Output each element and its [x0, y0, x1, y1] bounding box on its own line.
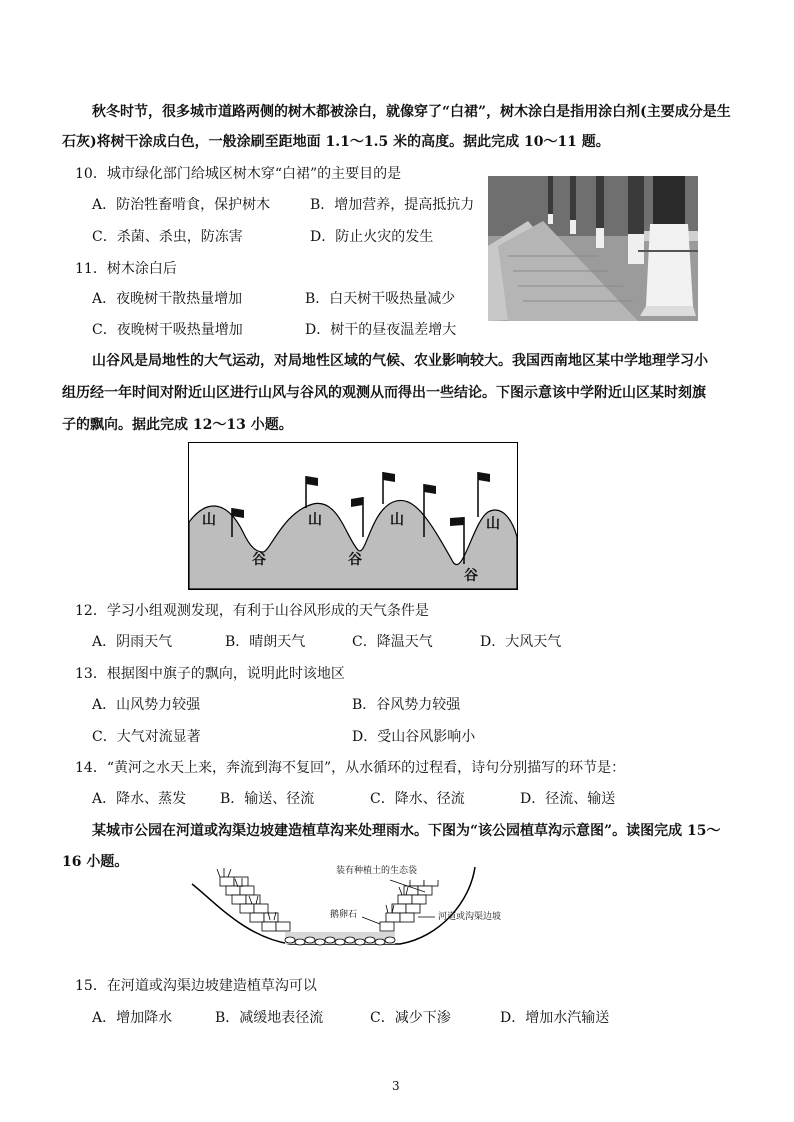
q14-option-c[interactable]: C．降水、径流	[370, 791, 465, 807]
intro1-line2: 石灰)将树干涂成白色，一般涂刷至距地面 1.1～1.5 米的高度。据此完成 10～11 题。	[62, 134, 610, 150]
page-number: 3	[392, 1079, 400, 1093]
label-mountain-1: 山	[202, 512, 216, 528]
q13-option-d[interactable]: D．受山谷风影响小	[352, 729, 476, 745]
q11-option-d[interactable]: D．树干的昼夜温差增大	[305, 322, 457, 338]
q10-option-c[interactable]: C．杀菌、杀虫，防冻害	[92, 229, 243, 245]
label-valley-2: 谷	[348, 552, 362, 568]
intro1-line1: 秋冬时节，很多城市道路两侧的树木都被涂白，就像穿了“白裙”，树木涂白是指用涂白剂(主要成分是生	[92, 104, 731, 120]
q15-option-c[interactable]: C．减少下渗	[370, 1010, 451, 1026]
q14-stem: 14．“黄河之水天上来，奔流到海不复回”，从水循环的过程看，诗句分别描写的环节是：	[75, 760, 626, 776]
label-mountain-3: 山	[390, 512, 404, 528]
q15-stem: 15．在河道或沟渠边坡建造植草沟可以	[75, 978, 317, 994]
q15-option-b[interactable]: B．减缓地表径流	[215, 1010, 324, 1026]
q14-option-a[interactable]: A．降水、蒸发	[92, 791, 187, 807]
label-ditch-slope: 河道或沟渠边坡	[438, 912, 502, 922]
q10-option-a[interactable]: A．防治牲畜啃食，保护树木	[92, 197, 271, 213]
label-valley-3: 谷	[464, 568, 478, 584]
q14-option-b[interactable]: B．输送、径流	[220, 791, 315, 807]
whitewashed-tree-photo	[488, 176, 698, 321]
label-eco-bag: 装有种植土的生态袋	[336, 866, 418, 876]
q15-option-d[interactable]: D．增加水汽输送	[500, 1010, 610, 1026]
q11-option-a[interactable]: A．夜晚树干散热量增加	[92, 291, 243, 307]
q12-option-a[interactable]: A．阴雨天气	[92, 634, 173, 650]
intro3-line1: 某城市公园在河道或沟渠边坡建造植草沟来处理雨水。下图为“该公园植草沟示意图”。读图完成 15～	[92, 823, 721, 839]
q12-option-b[interactable]: B．晴朗天气	[225, 634, 306, 650]
q11-stem: 11．树木涂白后	[75, 261, 177, 277]
q11-option-c[interactable]: C．夜晚树干吸热量增加	[92, 322, 243, 338]
q13-option-a[interactable]: A．山风势力较强	[92, 697, 201, 713]
intro2-line1: 山谷风是局地性的大气运动，对局地性区域的气候、农业影响较大。我国西南地区某中学地理学习小	[92, 353, 708, 369]
label-mountain-2: 山	[308, 512, 322, 528]
q15-option-a[interactable]: A．增加降水	[92, 1010, 173, 1026]
q11-option-b[interactable]: B．白天树干吸热量减少	[305, 291, 456, 307]
q13-option-b[interactable]: B．谷风势力较强	[352, 697, 461, 713]
q12-stem: 12．学习小组观测发现，有利于山谷风形成的天气条件是	[75, 603, 429, 619]
label-pebble: 鹅卵石	[330, 910, 358, 920]
q13-stem: 13．根据图中旗子的飘向，说明此时该地区	[75, 666, 345, 682]
q10-stem: 10．城市绿化部门给城区树木穿“白裙”的主要目的是	[75, 166, 402, 182]
mountain-valley-figure	[188, 442, 518, 590]
q10-option-d[interactable]: D．防止火灾的发生	[310, 229, 434, 245]
intro2-line2: 组历经一年时间对附近山区进行山风与谷风的观测从而得出一些结论。下图示意该中学附近山区某时刻旗	[62, 385, 706, 401]
grass-ditch-figure	[190, 862, 525, 954]
q12-option-d[interactable]: D．大风天气	[480, 634, 562, 650]
q12-option-c[interactable]: C．降温天气	[352, 634, 433, 650]
label-mountain-4: 山	[486, 516, 500, 532]
label-valley-1: 谷	[252, 552, 266, 568]
q14-option-d[interactable]: D．径流、输送	[520, 791, 616, 807]
intro2-line3: 子的飘向。据此完成 12～13 小题。	[62, 417, 293, 433]
q10-option-b[interactable]: B．增加营养，提高抵抗力	[310, 197, 475, 213]
intro3-line2: 16 小题。	[62, 854, 129, 870]
q13-option-c[interactable]: C．大气对流显著	[92, 729, 201, 745]
